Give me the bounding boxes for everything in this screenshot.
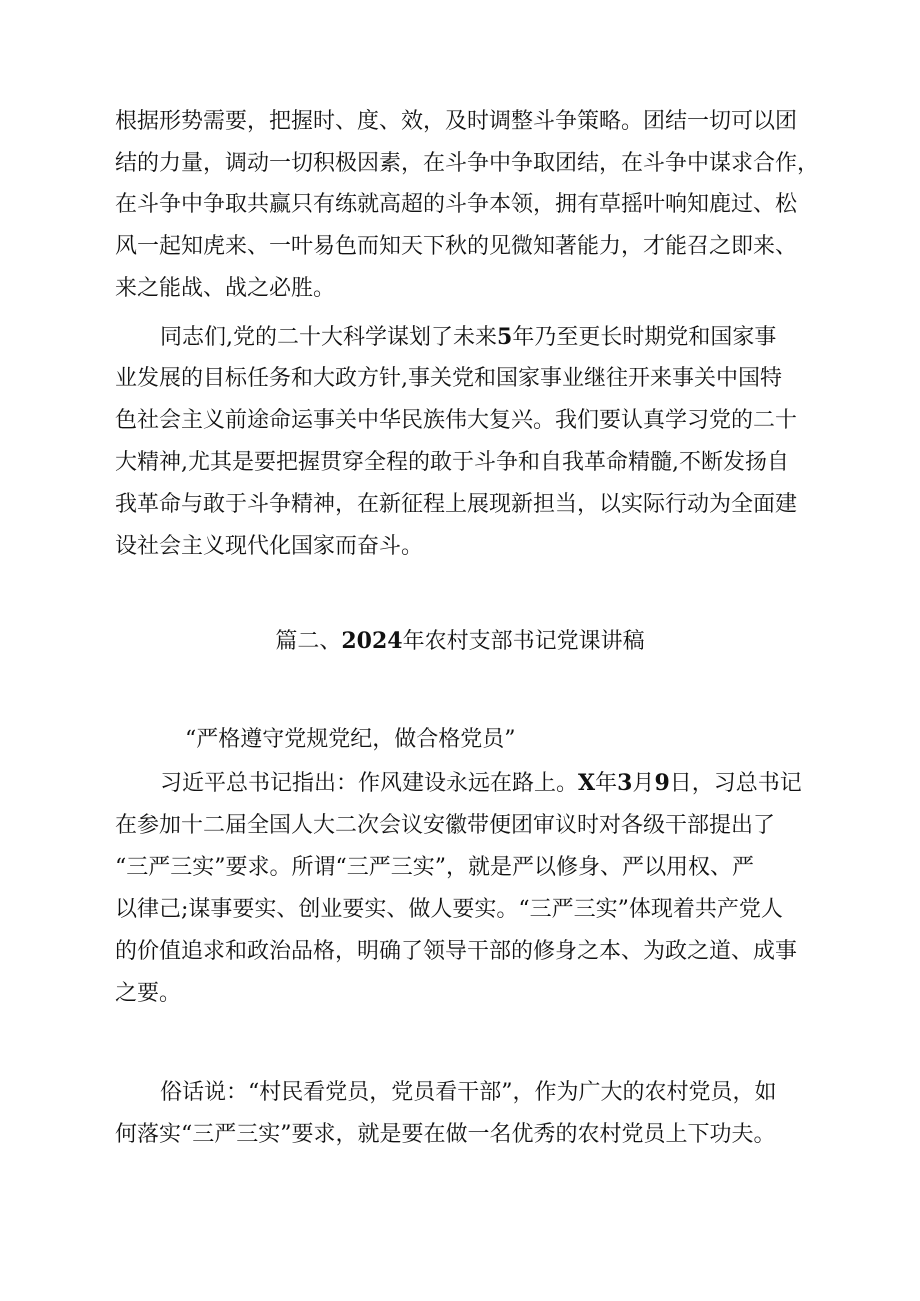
paragraph-1-line-5: 来之能战、战之必胜。	[115, 276, 336, 301]
paragraph-2-line-2: 业发展的目标任务和大政方针,事关党和国家事业继往开来事关中国特	[115, 366, 782, 391]
paragraph-1-line-2: 结的力量，调动一切积极因素，在斗争中争取团结，在斗争中谋求合作，	[115, 151, 820, 176]
paragraph-3-text-e: 日，习总书记	[669, 771, 802, 796]
paragraph-3-day: 9	[654, 770, 670, 796]
paragraph-4-line-2: 何落实“三严三实”要求，就是要在做一名优秀的农村党员上下功夫。	[115, 1122, 776, 1147]
paragraph-2-text-b: 年乃至更长时期党和国家事	[512, 325, 777, 350]
paragraph-3-year: X	[578, 770, 596, 796]
paragraph-2-line-4: 大精神,尤其是要把握贯穿全程的敢于斗争和自我革命精髓,不断发扬自	[115, 450, 789, 475]
section-heading	[0, 626, 920, 657]
paragraph-2-line-5: 我革命与敢于斗争精神，在新征程上展现新担当，以实际行动为全面建	[115, 492, 798, 517]
paragraph-3-line-1	[160, 768, 802, 799]
section-subtitle: “严格遵守党规党纪，做合格党员”	[185, 727, 516, 752]
paragraph-4-line-1: 俗话说：“村民看党员，党员看干部”，作为广大的农村党员，如	[160, 1080, 777, 1105]
paragraph-3-month: 3	[617, 770, 633, 796]
paragraph-3-text-c: 月	[632, 771, 655, 796]
paragraph-1-line-3: 在斗争中争取共赢只有练就高超的斗争本领，拥有草摇叶响知鹿过、松	[115, 192, 798, 217]
paragraph-2-line-3: 色社会主义前途命运事关中华民族伟大复兴。我们要认真学习党的二十	[115, 408, 798, 433]
paragraph-1-line-4: 风一起知虎来、一叶易色而知天下秋的见微知著能力，才能召之即来、	[115, 234, 798, 259]
paragraph-3-line-4: 以律己;谋事要实、创业要实、做人要实。“三严三实”体现着共产党人	[115, 897, 783, 922]
paragraph-3-text-a: 习近平总书记指出：作风建设永远在路上。	[160, 771, 579, 796]
section-heading-suffix: 年农村支部书记党课讲稿	[402, 629, 645, 654]
paragraph-3-text-b: 年	[595, 771, 618, 796]
section-heading-year: 2024	[341, 628, 403, 654]
paragraph-2-line-6: 设社会主义现代化国家而奋斗。	[115, 534, 424, 559]
paragraph-3-line-6: 之要。	[115, 981, 182, 1006]
paragraph-2-line-1	[160, 322, 776, 353]
paragraph-3-line-2: 在参加十二届全国人大二次会议安徽带便团审议时对各级干部提出了	[115, 813, 776, 838]
paragraph-2-number: 5	[497, 324, 513, 350]
paragraph-3-line-3: “三严三实”要求。所谓“三严三实”，就是严以修身、严以用权、严	[115, 855, 754, 880]
paragraph-1-line-1: 根据形势需要，把握时、度、效，及时调整斗争策略。团结一切可以团	[115, 109, 798, 134]
paragraph-3-line-5: 的价值追求和政治品格，明确了领导干部的修身之本、为政之道、成事	[115, 939, 798, 964]
section-heading-prefix: 篇二、	[275, 629, 342, 654]
paragraph-2-text-a: 同志们,党的二十大科学谋划了未来	[160, 325, 497, 350]
